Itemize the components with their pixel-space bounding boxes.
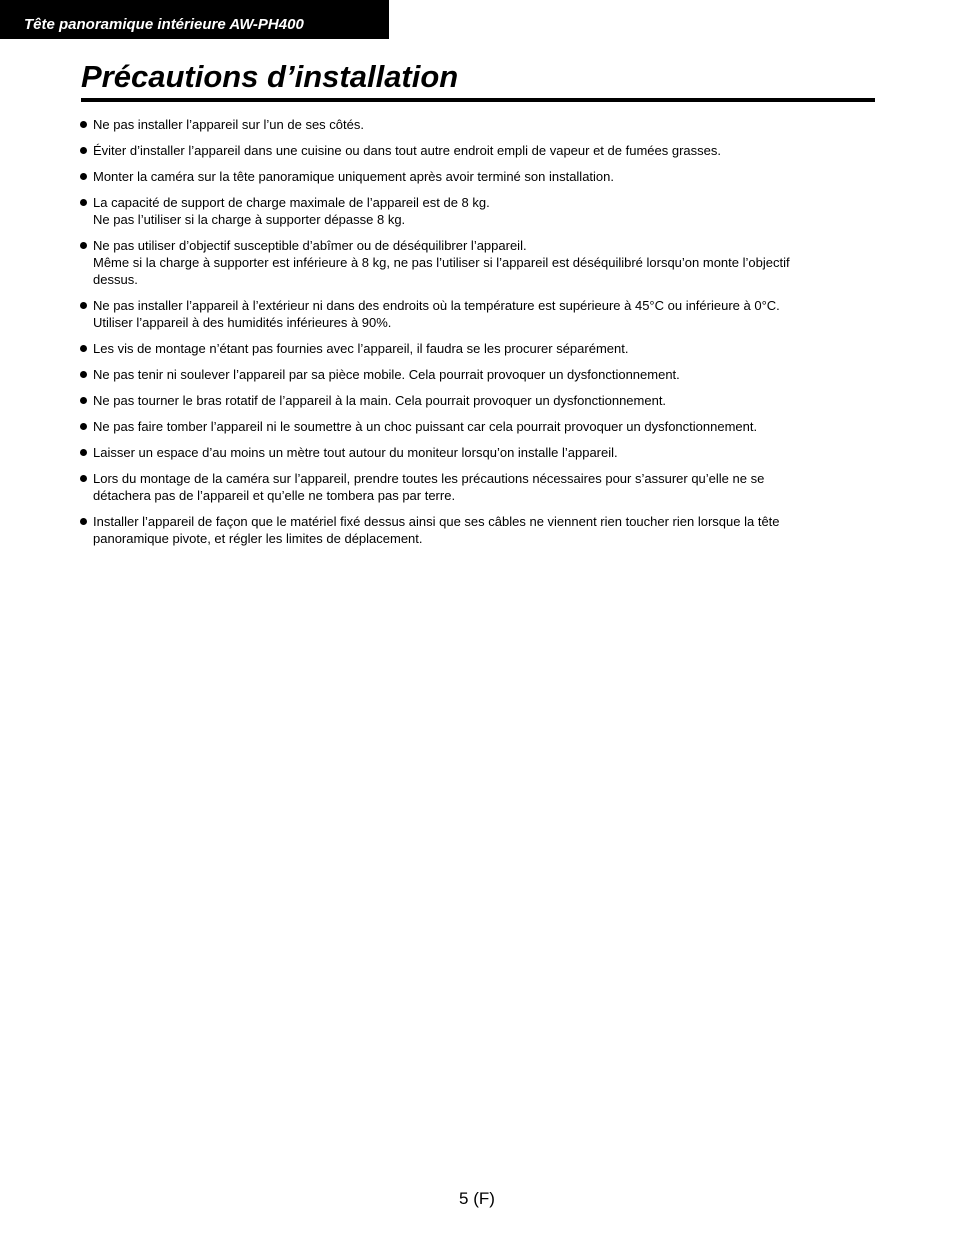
bullet-text-line: dessus.: [93, 272, 138, 287]
list-item: [79, 297, 854, 331]
bullet-dot-icon: [80, 147, 87, 154]
list-item: [79, 513, 854, 547]
bullet-dot-icon: [80, 371, 87, 378]
bullet-dot-icon: [80, 475, 87, 482]
title-rule: [81, 98, 875, 102]
bullet-text-line: Éviter d’installer l’appareil dans une cuisine ou dans tout autre endroit empli de vapeur et de fumées grasses.: [93, 143, 721, 158]
list-item: [79, 418, 854, 435]
bullet-dot-icon: [80, 199, 87, 206]
bullet-dot-icon: [80, 173, 87, 180]
bullet-dot-icon: [80, 121, 87, 128]
bullet-text-line: Ne pas installer l’appareil sur l’un de ses côtés.: [93, 117, 364, 132]
list-item: [79, 470, 854, 504]
bullet-text-line: Laisser un espace d’au moins un mètre tout autour du moniteur lorsqu’on installe l’appareil.: [93, 445, 618, 460]
list-item: [79, 340, 854, 357]
bullet-text-line: Même si la charge à supporter est inférieure à 8 kg, ne pas l’utiliser si l’appareil est déséquilibré lorsqu’on monte l’objectif: [93, 255, 790, 270]
list-item: [79, 194, 854, 228]
bullet-dot-icon: [80, 449, 87, 456]
bullet-text-line: Ne pas installer l’appareil à l’extérieur ni dans des endroits où la température est supérieure à 45°C ou inférieure à 0°C.: [93, 298, 780, 313]
bullet-text-line: Ne pas l’utiliser si la charge à supporter dépasse 8 kg.: [93, 212, 406, 227]
bullet-text-line: Ne pas tenir ni soulever l’appareil par sa pièce mobile. Cela pourrait provoquer un dysfonctionnement.: [93, 367, 680, 382]
bullet-dot-icon: [80, 302, 87, 309]
bullet-text-line: Utiliser l’appareil à des humidités inférieures à 90%.: [93, 315, 392, 330]
bullet-text-line: Ne pas faire tomber l’appareil ni le soumettre à un choc puissant car cela pourrait provoquer un dysfonctionnement.: [93, 419, 758, 434]
bullet-text-line: Les vis de montage n’étant pas fournies avec l’appareil, il faudra se les procurer séparément.: [93, 341, 629, 356]
precautions-list: [79, 116, 854, 556]
list-item: [79, 116, 854, 133]
list-item: [79, 366, 854, 383]
list-item: [79, 168, 854, 185]
bullet-text-line: Monter la caméra sur la tête panoramique uniquement après avoir terminé son installation.: [93, 169, 614, 184]
list-item: [79, 392, 854, 409]
bullet-text-line: Lors du montage de la caméra sur l’appareil, prendre toutes les précautions nécessaires pour s’assurer qu’elle ne se: [93, 471, 765, 486]
bullet-text-line: détachera pas de l’appareil et qu’elle ne tombera pas par terre.: [93, 488, 456, 503]
bullet-text-line: panoramique pivote, et régler les limites de déplacement.: [93, 531, 423, 546]
bullet-dot-icon: [80, 518, 87, 525]
bullet-text-line: La capacité de support de charge maximale de l’appareil est de 8 kg.: [93, 195, 490, 210]
page-number: 5 (F): [459, 1189, 495, 1208]
list-item: [79, 237, 854, 288]
bullet-text-line: Ne pas utiliser d’objectif susceptible d’abîmer ou de déséquilibrer l’appareil.: [93, 238, 527, 253]
list-item: [79, 142, 854, 159]
bullet-text-line: Installer l’appareil de façon que le matériel fixé dessus ainsi que ses câbles ne viennent rien toucher rien lorsque la tête: [93, 514, 780, 529]
bullet-dot-icon: [80, 423, 87, 430]
bullet-dot-icon: [80, 397, 87, 404]
bullet-dot-icon: [80, 242, 87, 249]
bullet-text-line: Ne pas tourner le bras rotatif de l’appareil à la main. Cela pourrait provoquer un dysfonctionnement.: [93, 393, 667, 408]
product-label: Tête panoramique intérieure AW-PH400: [24, 16, 304, 33]
header-bar: [0, 0, 389, 39]
page-title: Précautions d’installation: [81, 59, 459, 94]
bullet-dot-icon: [80, 345, 87, 352]
list-item: [79, 444, 854, 461]
